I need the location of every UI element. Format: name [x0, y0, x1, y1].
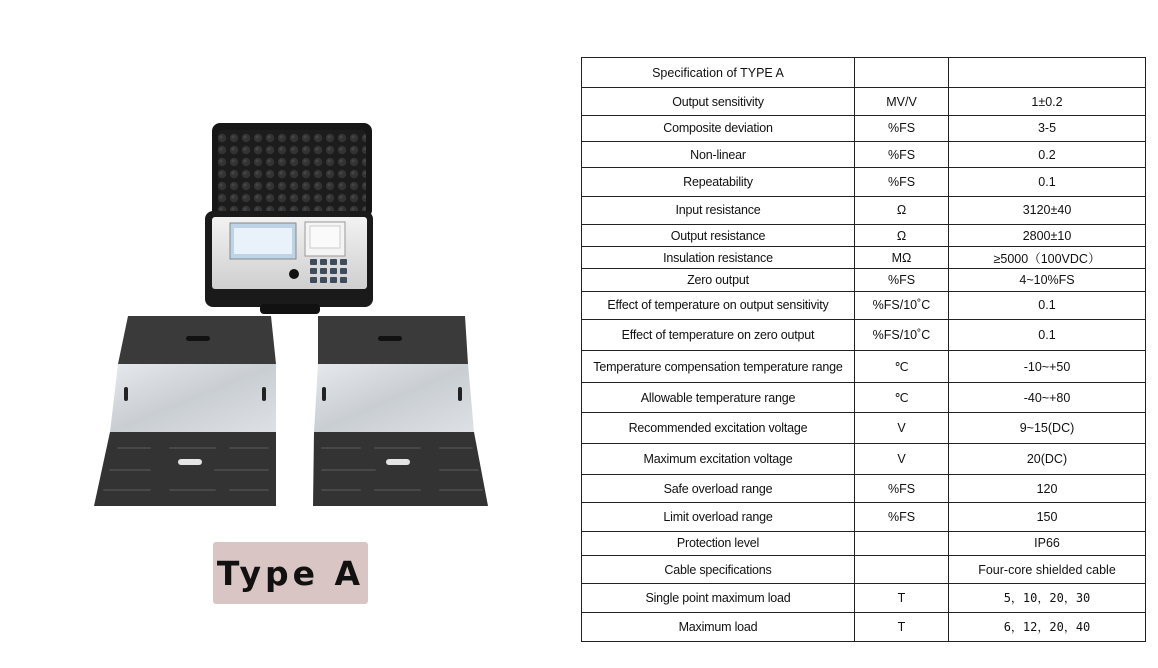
value-cell: 20(DC) [949, 443, 1146, 474]
table-row [582, 382, 1146, 412]
value-cell: ≥5000（100VDC） [949, 247, 1146, 269]
value-cell: 0.1 [949, 168, 1146, 196]
table-row [582, 224, 1146, 246]
weighing-pad-right [313, 316, 488, 506]
type-badge: Type A [213, 542, 368, 604]
param-cell: Output resistance [582, 224, 855, 246]
param-cell: Non-linear [582, 141, 855, 167]
weighing-pad-left [94, 316, 276, 506]
value-cell: 120 [949, 474, 1146, 502]
param-cell: Temperature compensation temperature range [582, 351, 855, 382]
unit-cell: %FS [855, 168, 949, 196]
param-cell: Repeatability [582, 168, 855, 196]
value-cell: 150 [949, 503, 1146, 531]
param-cell: Effect of temperature on zero output [582, 320, 855, 351]
unit-cell: MV/V [855, 88, 949, 115]
table-row [582, 503, 1146, 531]
table-row [582, 584, 1146, 612]
table-row [582, 269, 1146, 291]
value-cell: 3-5 [949, 115, 1146, 141]
unit-cell: Ω [855, 196, 949, 224]
param-cell: Protection level [582, 531, 855, 555]
unit-cell: T [855, 584, 949, 612]
table-title: Specification of TYPE A [582, 58, 855, 88]
table-row [582, 168, 1146, 196]
unit-cell: V [855, 443, 949, 474]
param-cell: Cable specifications [582, 555, 855, 583]
unit-cell: %FS [855, 115, 949, 141]
value-cell: 0.1 [949, 291, 1146, 319]
unit-cell [855, 531, 949, 555]
value-cell: 0.1 [949, 320, 1146, 351]
param-cell: Maximum excitation voltage [582, 443, 855, 474]
param-cell: Maximum load [582, 612, 855, 641]
unit-cell: %FS [855, 503, 949, 531]
param-cell: Limit overload range [582, 503, 855, 531]
param-cell: Allowable temperature range [582, 382, 855, 412]
table-header-row [582, 58, 1146, 88]
param-cell: Single point maximum load [582, 584, 855, 612]
specification-table [581, 57, 1146, 642]
unit-cell: %FS/10˚C [855, 291, 949, 319]
unit-cell [855, 555, 949, 583]
table-row [582, 141, 1146, 167]
table-row [582, 413, 1146, 443]
table-row [582, 474, 1146, 502]
unit-cell: MΩ [855, 247, 949, 269]
param-cell: Recommended excitation voltage [582, 413, 855, 443]
header-unit-cell [855, 58, 949, 88]
table-row [582, 115, 1146, 141]
value-cell: -40~+80 [949, 382, 1146, 412]
param-cell: Effect of temperature on output sensitivity [582, 291, 855, 319]
value-cell: 9~15(DC) [949, 413, 1146, 443]
table-row [582, 443, 1146, 474]
unit-cell: %FS [855, 269, 949, 291]
product-photo [0, 0, 580, 540]
value-cell: Four-core shielded cable [949, 555, 1146, 583]
table-row [582, 555, 1146, 583]
value-cell: 6，12，20，40 [949, 612, 1146, 641]
table-row [582, 351, 1146, 382]
value-cell: 0.2 [949, 141, 1146, 167]
unit-cell: T [855, 612, 949, 641]
unit-cell: Ω [855, 224, 949, 246]
header-value-cell [949, 58, 1146, 88]
table-row [582, 612, 1146, 641]
instrument-case [205, 123, 373, 314]
param-cell: Insulation resistance [582, 247, 855, 269]
table-row [582, 320, 1146, 351]
unit-cell: ℃ [855, 351, 949, 382]
unit-cell: %FS [855, 474, 949, 502]
table-row [582, 531, 1146, 555]
value-cell: 3120±40 [949, 196, 1146, 224]
specification-table-body [582, 58, 1146, 642]
value-cell: -10~+50 [949, 351, 1146, 382]
table-row [582, 196, 1146, 224]
param-cell: Input resistance [582, 196, 855, 224]
unit-cell: %FS [855, 141, 949, 167]
unit-cell: V [855, 413, 949, 443]
param-cell: Safe overload range [582, 474, 855, 502]
value-cell: IP66 [949, 531, 1146, 555]
value-cell: 5，10，20，30 [949, 584, 1146, 612]
unit-cell: ℃ [855, 382, 949, 412]
param-cell: Composite deviation [582, 115, 855, 141]
table-row [582, 88, 1146, 115]
param-cell: Zero output [582, 269, 855, 291]
value-cell: 2800±10 [949, 224, 1146, 246]
unit-cell: %FS/10˚C [855, 320, 949, 351]
table-row [582, 291, 1146, 319]
param-cell: Output sensitivity [582, 88, 855, 115]
value-cell: 4~10%FS [949, 269, 1146, 291]
value-cell: 1±0.2 [949, 88, 1146, 115]
table-row [582, 247, 1146, 269]
